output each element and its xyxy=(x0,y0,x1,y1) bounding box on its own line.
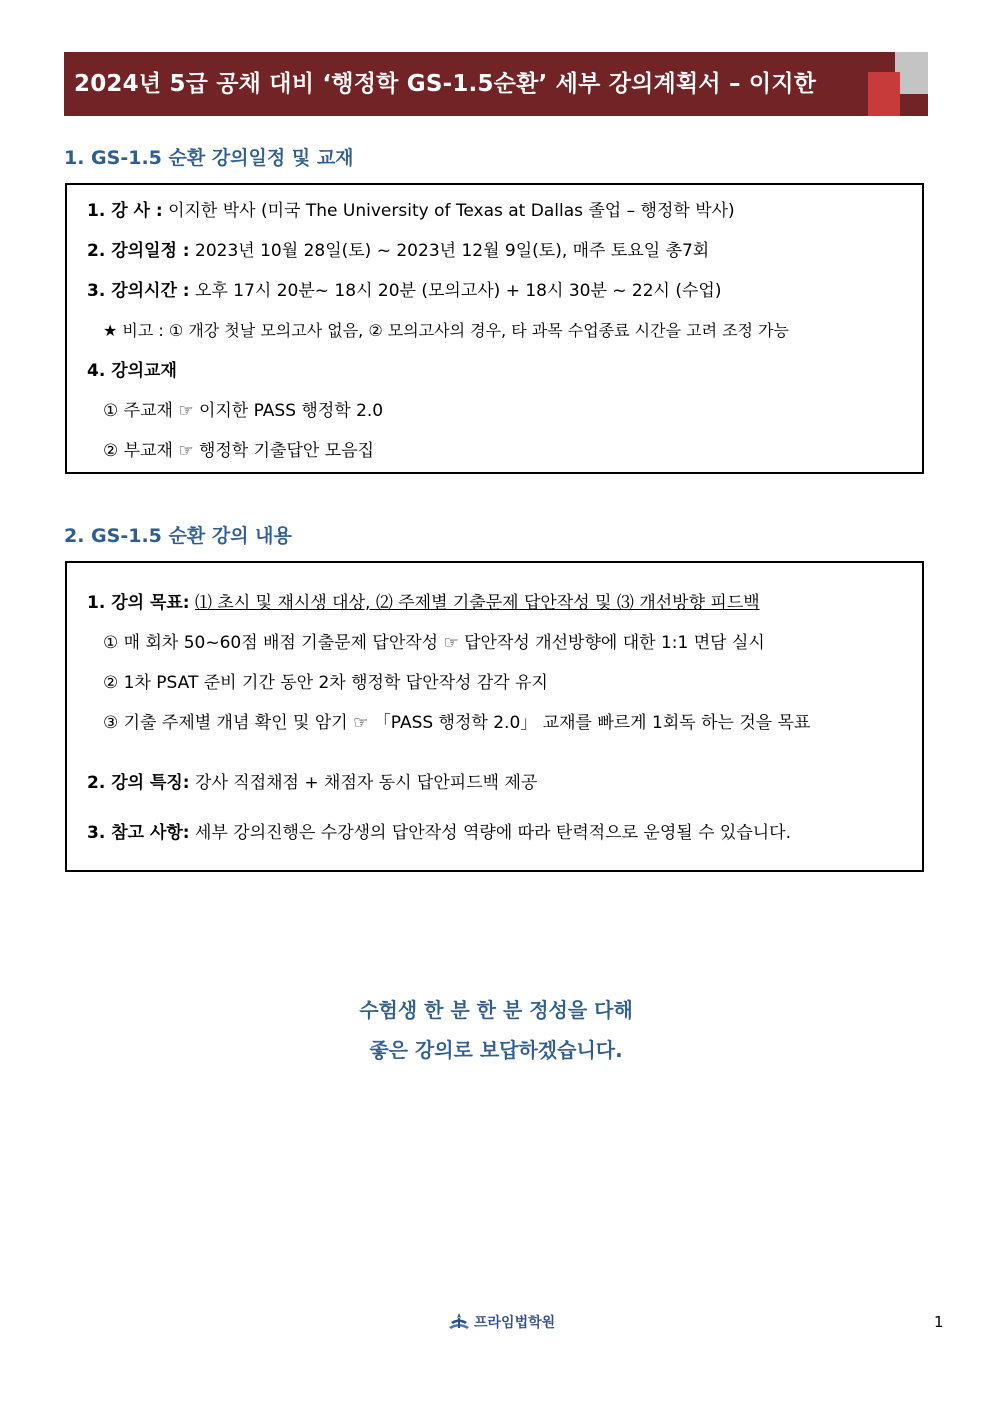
section1-title: 1. GS-1.5 순환 강의일정 및 교재 xyxy=(64,147,354,169)
feature-line xyxy=(87,771,537,795)
lecturer-line xyxy=(87,199,735,223)
feature-value: 강사 직접채점 + 채점자 동시 답안피드백 제공 xyxy=(189,773,538,793)
reference-value: 세부 강의진행은 수강생의 답안작성 역량에 따라 탄력적으로 운영될 수 있습니다. xyxy=(189,823,791,843)
closing-line-1: 수험생 한 분 한 분 정성을 다해 xyxy=(359,998,633,1022)
section1-box xyxy=(65,183,924,474)
section2-box xyxy=(65,561,924,872)
sub-book: ② 부교재 ☞ 행정학 기출답안 모음집 xyxy=(103,441,374,461)
lecturer-value: 이지한 박사 (미국 The University of Texas at Dallas 졸업 – 행정학 박사) xyxy=(162,201,735,221)
reference-line xyxy=(87,821,791,845)
footer-logo xyxy=(448,1312,555,1332)
footer-logo-text: 프라임법학원 xyxy=(474,1315,556,1331)
academy-emblem-icon xyxy=(448,1312,470,1332)
page-number: 1 xyxy=(934,1313,944,1331)
schedule-label: 2. 강의일정 : xyxy=(87,241,190,261)
feature-label: 2. 강의 특징: xyxy=(87,773,190,793)
goal-label: 1. 강의 목표: xyxy=(87,593,190,613)
decorative-red-square xyxy=(868,72,900,116)
schedule-line xyxy=(87,239,709,263)
lecturer-label: 1. 강 사 : xyxy=(87,201,163,221)
time-label: 3. 강의시간 : xyxy=(87,281,190,301)
goal-value: ⑴ 초시 및 재시생 대상, ⑵ 주제별 기출문제 답안작성 및 ⑶ 개선방향 피드백 xyxy=(195,593,760,613)
goal-line xyxy=(87,591,760,615)
closing-line-2: 좋은 강의로 보답하겠습니다. xyxy=(369,1038,623,1062)
goal-item-1: ① 매 회차 50~60점 배점 기출문제 답안작성 ☞ 답안작성 개선방향에 대한 1:1 면담 실시 xyxy=(103,633,765,653)
section2-title: 2. GS-1.5 순환 강의 내용 xyxy=(64,525,292,547)
title-banner xyxy=(64,52,928,116)
goal-item-3: ③ 기출 주제별 개념 확인 및 암기 ☞ 「PASS 행정학 2.0」 교재를 빠르게 1회독 하는 것을 목표 xyxy=(103,713,811,733)
note-line: ★ 비고 : ① 개강 첫날 모의고사 없음, ② 모의고사의 경우, 타 과목 수업종료 시간을 고려 조정 가능 xyxy=(103,321,790,340)
main-book: ① 주교재 ☞ 이지한 PASS 행정학 2.0 xyxy=(103,401,384,421)
goal-item-2: ② 1차 PSAT 준비 기간 동안 2차 행정학 답안작성 감각 유지 xyxy=(103,673,548,693)
reference-label: 3. 참고 사항: xyxy=(87,823,190,843)
time-line xyxy=(87,279,722,303)
schedule-value: 2023년 10월 28일(토) ~ 2023년 12월 9일(토), 매주 토요일 총7회 xyxy=(189,241,710,261)
materials-label: 4. 강의교재 xyxy=(87,361,177,381)
document-title: 2024년 5급 공채 대비 ‘행정학 GS-1.5순환’ 세부 강의계획서 – 이지한 xyxy=(74,71,817,97)
time-value: 오후 17시 20분~ 18시 20분 (모의고사) + 18시 30분 ~ 22시 (수업) xyxy=(189,281,722,301)
